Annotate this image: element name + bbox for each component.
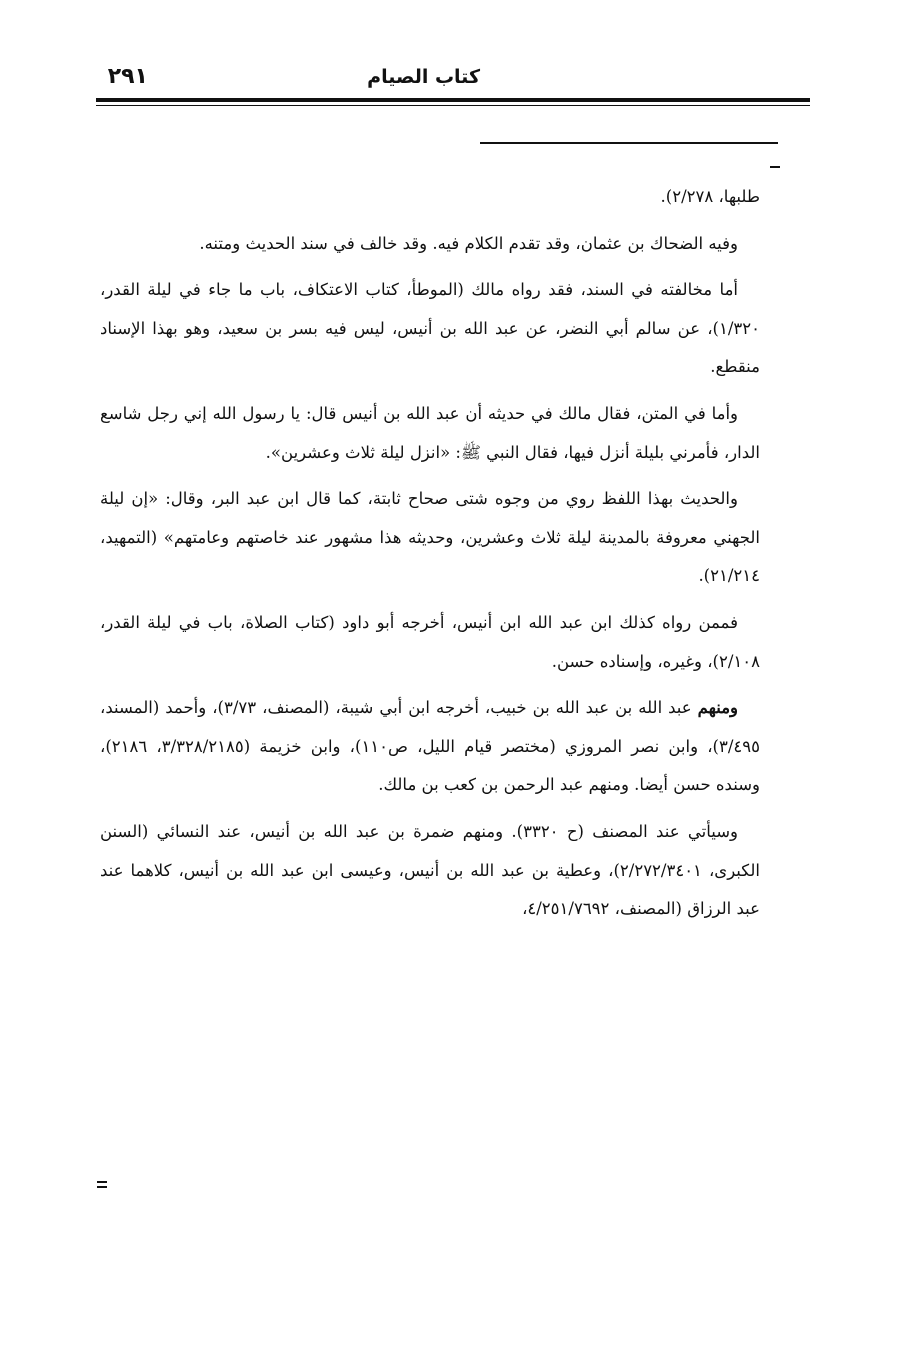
paragraph-7-text: عبد الله بن عبد الله بن خبيب، أخرجه ابن أبي شيبة، (المصنف، ٣/٧٣)، وأحمد (المسند، ٣/٤٩٥)، وابن نصر المروزي (مختصر قيام الليل، ص١١٠)، وابن خزيمة (٣/٣٢٨/٢١٨٥، ٢١٨٦)، وسنده حسن أيضا. ومنهم عبد الرحمن بن كعب بن مالك. [100,698,761,795]
footnote-body [100,178,760,937]
continuation-mark-bottom-1 [97,1181,107,1183]
page-header [96,60,810,100]
header-rule-thin [96,105,810,106]
paragraph-5: والحديث بهذا اللفظ روي من وجوه شتى صحاح ثابتة، كما قال ابن عبد البر، وقال: «إن ليلة الجهني معروفة بالمدينة ليلة ثلاث وعشرين، وحديثه هذا مشهور عند خاصتهم وعامتهم» (التمهيد، ٢١/٢١٤). [100,489,760,586]
paragraph-4: وأما في المتن، فقال مالك في حديثه أن عبد الله بن أنيس قال: يا رسول الله إني رجل شاسع الدار، فأمرني بليلة أنزل فيها، فقال النبي ﷺ: «انزل ليلة ثلاث وعشرين». [100,403,760,462]
header-rule-thick [96,98,810,102]
paragraph-3: أما مخالفته في السند، فقد رواه مالك (الموطأ، كتاب الاعتكاف، باب ما جاء في ليلة القدر، ١/٣٢٠)، عن سالم أبي النضر، عن عبد الله بن أنيس، ليس فيه بسر بن سعيد، وهو بهذا الإسناد منقطع. [100,280,760,377]
footnote-separator [480,142,778,144]
paragraph-1: طلبها، ٢/٢٧٨). [660,187,760,206]
paragraph-6: فممن رواه كذلك ابن عبد الله ابن أنيس، أخرجه أبو داود (كتاب الصلاة، باب في ليلة القدر، ٢/١٠٨)، وغيره، وإسناده حسن. [100,612,760,671]
continuation-mark-bottom-2 [97,1186,107,1188]
paragraph-7 [100,689,760,805]
page-number: ٢٩١ [107,64,148,89]
paragraph-8: وسيأتي عند المصنف (ح ٣٣٢٠). ومنهم ضمرة بن عبد الله بن أنيس، عند النسائي (السنن الكبرى، ٢/٢٧٢/٣٤٠١)، وعطية بن عبد الله بن أنيس، وعيسى ابن عبد الله بن أنيس، كلاهما عند عبد الرزاق (المصنف، ٤/٢٥١/٧٦٩٢، [100,821,760,919]
running-title: كتاب الصيام [367,66,480,88]
paragraph-2: وفيه الضحاك بن عثمان، وقد تقدم الكلام فيه. وقد خالف في سند الحديث ومتنه. [199,233,738,253]
paragraph-7-lead: ومنهم [697,698,738,718]
continuation-mark-top [770,166,780,168]
